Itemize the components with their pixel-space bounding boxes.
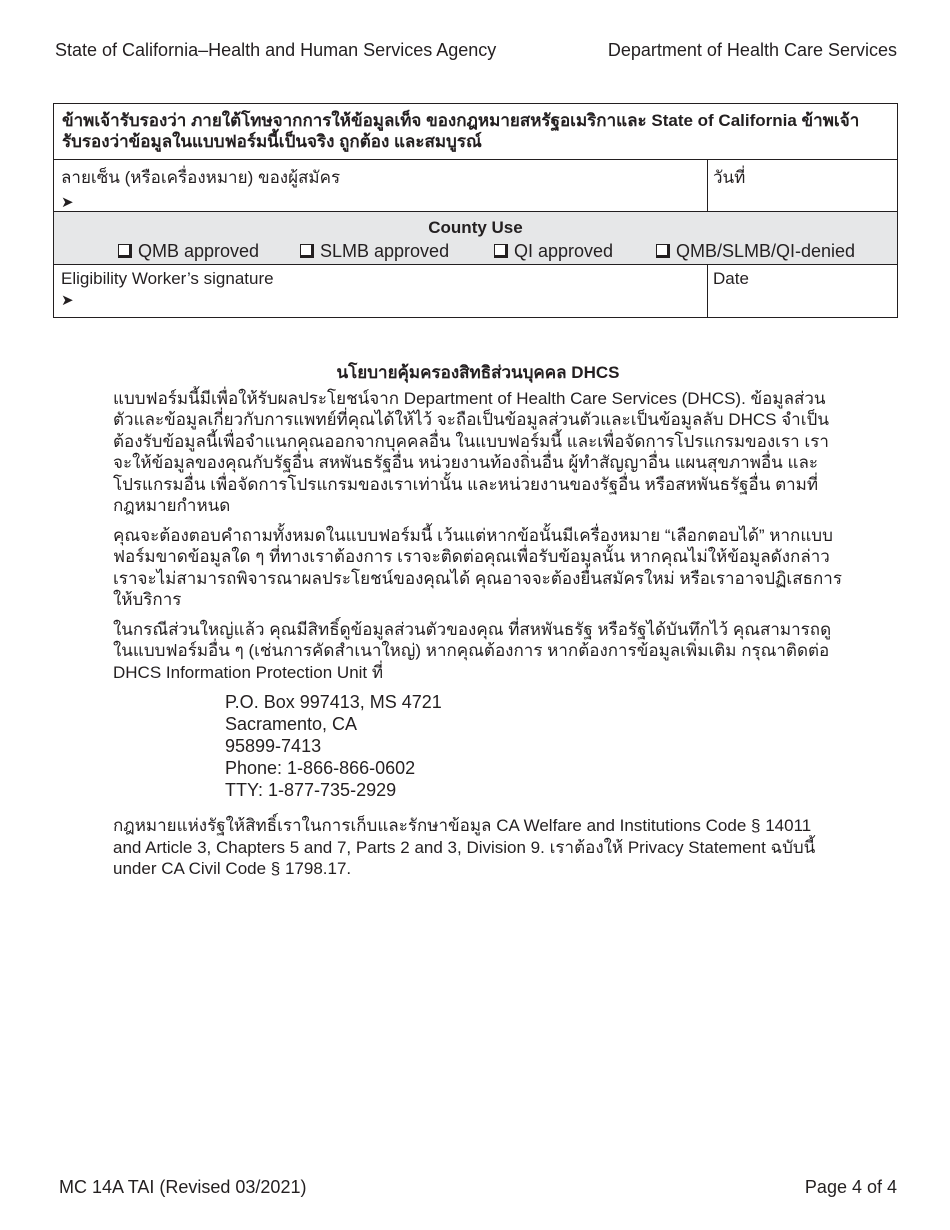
page-number: Page 4 of 4 <box>804 1177 897 1197</box>
privacy-statement <box>113 362 843 888</box>
applicant-signature-label: ลายเซ็น (หรือเครื่องหมาย) ของผู้สมัคร <box>61 168 341 187</box>
checkbox-icon <box>494 244 508 258</box>
worker-date-field[interactable] <box>708 265 897 317</box>
form-id: MC 14A TAI (Revised 03/2021) <box>59 1177 307 1197</box>
department-header: Department of Health Care Services <box>607 40 897 60</box>
worker-signature-row <box>54 265 897 317</box>
signature-form <box>53 103 898 318</box>
slmb-approved-label: SLMB approved <box>320 241 450 261</box>
checkbox-icon <box>656 244 670 258</box>
county-use-section <box>54 212 897 265</box>
slmb-approved-checkbox[interactable] <box>300 241 449 262</box>
worker-signature-field[interactable] <box>54 265 708 317</box>
county-use-title: County Use <box>428 218 523 237</box>
arrow-icon: ➤ <box>61 194 74 211</box>
denied-label: QMB/SLMB/QI-denied <box>676 241 856 261</box>
denied-checkbox[interactable] <box>656 241 855 262</box>
checkbox-icon <box>300 244 314 258</box>
privacy-title: นโยบายคุ้มครองสิทธิส่วนบุคคล DHCS <box>336 363 620 382</box>
address-line: Sacramento, CA <box>225 714 358 734</box>
address-line: 95899-7413 <box>225 736 322 756</box>
applicant-signature-field[interactable] <box>54 160 708 211</box>
address-line: P.O. Box 997413, MS 4721 <box>225 692 442 712</box>
certification-statement: ข้าพเจ้ารับรองว่า ภายใต้โทษจากการให้ข้อมูลเท็จ ของกฎหมายสหรัฐอเมริกาและ State of California ข้าพเจ้ารับรองว่าข้อมูลในแบบฟอร์มนี้เป็นจริง ถูกต้อง และสมบูรณ์ <box>54 104 897 160</box>
privacy-paragraph-2: คุณจะต้องตอบคำถามทั้งหมดในแบบฟอร์มนี้ เว้นแต่หากข้อนั้นมีเครื่องหมาย “เลือกตอบได้” หากแบบฟอร์มขาดข้อมูลใด ๆ ที่ทางเราต้องการ เราจะติดต่อคุณเพื่อรับข้อมูลนั้น หากคุณไม่ให้ข้อมูลดังกล่าว เราจะไม่สามารถพิจารณาผลประโยชน์ของคุณได้ คุณอาจจะต้องยื่นสมัครใหม่ หรือเราอาจปฏิเสธการให้บริการ <box>113 525 842 609</box>
applicant-signature-row <box>54 160 897 212</box>
qmb-approved-label: QMB approved <box>138 241 260 261</box>
qi-approved-checkbox[interactable] <box>494 241 613 262</box>
qmb-approved-checkbox[interactable] <box>118 241 259 262</box>
privacy-paragraph-4: กฎหมายแห่งรัฐให้สิทธิ์เราในการเก็บและรักษาข้อมูล CA Welfare and Institutions Code § 14011 and Article 3, Chapters 5 and 7, Parts 2 and 3, Division 9. เราต้องให้ Privacy Statement ฉบับนี้ under CA Civil Code § 1798.17. <box>113 816 816 878</box>
arrow-icon: ➤ <box>61 292 74 309</box>
agency-header: State of California–Health and Human Services Agency <box>55 40 497 60</box>
tty-number: TTY: 1-877-735-2929 <box>225 780 397 800</box>
applicant-date-label: วันที่ <box>713 168 746 187</box>
privacy-paragraph-1: แบบฟอร์มนี้มีเพื่อให้รับผลประโยชน์จาก Department of Health Care Services (DHCS). ข้อมูลส่วนตัวและข้อมูลเกี่ยวกับการแพทย์ที่คุณได้ให้ไว้ จะถือเป็นข้อมูลส่วนตัวและเป็นข้อมูลลับ DHCS จำเป็นต้องรับข้อมูลนี้เพื่อจำแนกคุณออกจากบุคคลอื่น ในแบบฟอร์มนี้ และเพื่อจัดการโปรแกรมของเรา เราจะให้ข้อมูลของคุณกับรัฐอื่น สหพันธรัฐอื่น หน่วยงานท้องถิ่นอื่น ผู้ทำสัญญาอื่น แผนสุขภาพอื่น และโปรแกรมอื่น เพื่อจัดการโปรแกรมของเราเท่านั้น และหน่วยงานของรัฐอื่น หรือสหพันธรัฐอื่น ตามที่กฎหมายกำหนด <box>113 388 829 515</box>
worker-date-label: Date <box>713 269 749 288</box>
worker-signature-label: Eligibility Worker’s signature <box>61 269 274 288</box>
qi-approved-label: QI approved <box>514 241 614 261</box>
phone-number: Phone: 1-866-866-0602 <box>225 758 416 778</box>
mailing-address <box>225 691 843 801</box>
checkbox-icon <box>118 244 132 258</box>
privacy-paragraph-3: ในกรณีส่วนใหญ่แล้ว คุณมีสิทธิ์ดูข้อมูลส่วนตัวของคุณ ที่สหพันธรัฐ หรือรัฐได้บันทึกไว้ คุณสามารถดูในแบบฟอร์มอื่น ๆ (เช่นการคัดสำเนาใหญ่) หากคุณต้องการ หากต้องการข้อมูลเพิ่มเติม กรุณาติดต่อ DHCS Information Protection Unit ที่ <box>113 619 832 682</box>
applicant-date-field[interactable] <box>708 160 897 211</box>
